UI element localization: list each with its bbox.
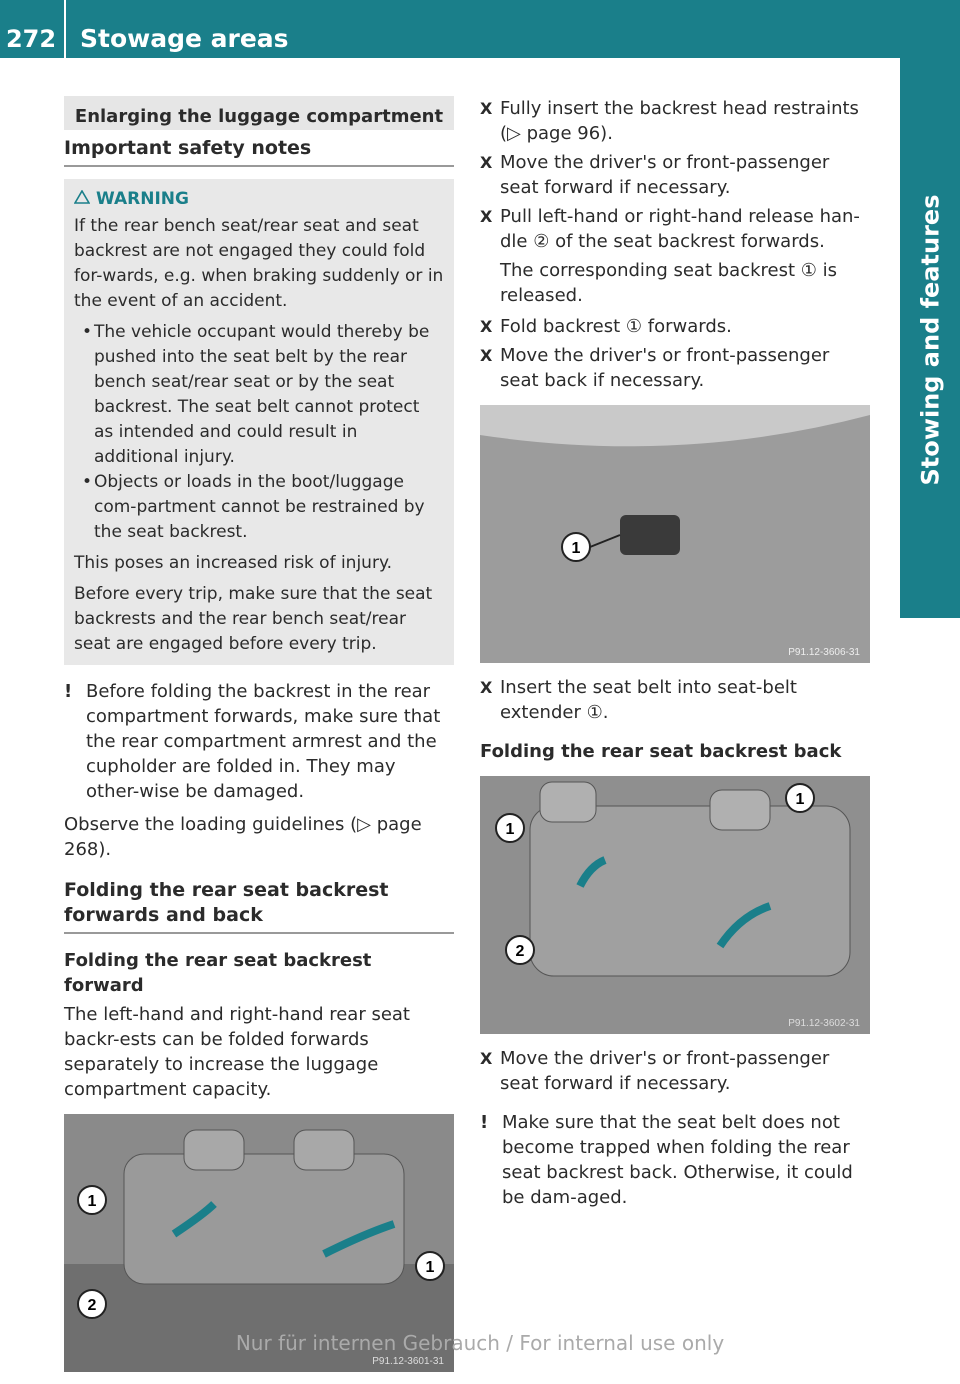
warning-box — [64, 179, 454, 665]
step-item — [480, 96, 870, 146]
right-column — [480, 96, 870, 1210]
callout-label: 1 — [571, 540, 581, 557]
forward-intro: The left-hand and right-hand rear seat backr-ests can be folded forwards separately to increase the luggage compartment capacity. — [64, 1004, 410, 1100]
step-text: Fold backrest ① forwards. — [500, 316, 732, 337]
step-marker-icon: X — [480, 99, 493, 118]
step-text: Insert the seat belt into seat-belt extender ①. — [500, 677, 797, 723]
caution-text: Before folding the backrest in the rear compartment forwards, make sure that the rear compartment armrest and the cupholder are folded in. They may other-wise be damaged. — [86, 681, 441, 802]
header-bar — [0, 0, 960, 58]
step-text: Move the driver's or front-passenger seat forward if necessary. — [500, 152, 830, 198]
released-note: The corresponding seat backrest ① is released. — [500, 260, 837, 306]
safety-heading: Important safety notes — [64, 136, 454, 167]
step-marker-icon: X — [480, 678, 493, 697]
band-heading: Enlarging the luggage compartment — [64, 96, 454, 130]
warning-advice: Before every trip, make sure that the seat backrests and the rear bench seat/rear seat are engaged before every trip. — [74, 584, 433, 654]
caution-note — [64, 679, 454, 804]
callout-label: 1 — [425, 1259, 435, 1276]
callout-label: 2 — [515, 943, 525, 960]
step-marker-icon: X — [480, 1049, 493, 1068]
step-text: Move the driver's or front-passenger seat back if necessary. — [500, 345, 830, 391]
step-text: Pull left-hand or right-hand release han-dle ② of the seat backrest forwards. — [500, 206, 860, 252]
figure-code: P91.12-3601-31 — [372, 1356, 444, 1367]
step-item — [480, 675, 870, 725]
step-marker-icon: X — [480, 317, 493, 336]
back-heading: Folding the rear seat backrest back — [480, 741, 842, 762]
step-text: Move the driver's or front-passenger seat forward if necessary. — [500, 1048, 830, 1094]
step-text: Fully insert the backrest head restraints (▷ page 96). — [500, 98, 859, 144]
fold-heading: Folding the rear seat backrest forwards and back — [64, 878, 454, 934]
warning-bullet: • The vehicle occupant would thereby be pushed into the seat belt by the rear bench seat/rear seat or by the seat backrest. The seat belt cannot protect as intended and could result in additional injury. — [74, 320, 444, 470]
step-item — [480, 1046, 870, 1096]
section-title: Stowage areas — [80, 24, 289, 53]
warning-title — [74, 187, 444, 212]
forward-heading: Folding the rear seat backrest forward — [64, 950, 372, 996]
caution-text: Make sure that the seat belt does not become trapped when folding the rear seat backrest back. Otherwise, it could be dam-aged. — [502, 1112, 853, 1208]
step-marker-icon: X — [480, 346, 493, 365]
step-marker-icon: X — [480, 207, 493, 226]
step-item — [480, 204, 870, 254]
step-marker-icon: X — [480, 153, 493, 172]
caution-icon: ! — [64, 681, 73, 702]
warning-risk: This poses an increased risk of injury. — [74, 553, 392, 573]
callout-label: 1 — [795, 791, 805, 808]
figure-rear-seats-back — [480, 776, 870, 1034]
warning-title-text: WARNING — [96, 189, 189, 209]
step-item — [480, 314, 870, 339]
side-tab-label: Stowing and features — [916, 194, 945, 486]
page-number: 272 — [5, 25, 57, 53]
figure-code: P91.12-3602-31 — [788, 1018, 860, 1029]
callout-label: 2 — [87, 1297, 97, 1314]
footer-watermark: Nur für internen Gebrauch / For internal use only — [235, 1331, 725, 1355]
header-divider — [64, 0, 66, 58]
left-column — [64, 90, 454, 1384]
warning-bullet: • Objects or loads in the boot/luggage com-partment cannot be restrained by the seat backrest. — [74, 470, 444, 545]
warning-intro: If the rear bench seat/rear seat and seat backrest are not engaged they could fold for-wards, e.g. when braking suddenly or in the event of an accident. — [74, 216, 444, 311]
callout-label: 1 — [87, 1193, 97, 1210]
warning-triangle-icon — [74, 187, 90, 212]
figure-belt-extender — [480, 405, 870, 663]
step-item — [480, 150, 870, 200]
callout-label: 1 — [505, 821, 515, 838]
caution-icon: ! — [480, 1112, 489, 1133]
caution-note — [480, 1110, 870, 1210]
step-item — [480, 343, 870, 393]
loading-note: Observe the loading guidelines (▷ page 268). — [64, 814, 422, 860]
figure-code: P91.12-3606-31 — [788, 647, 860, 658]
